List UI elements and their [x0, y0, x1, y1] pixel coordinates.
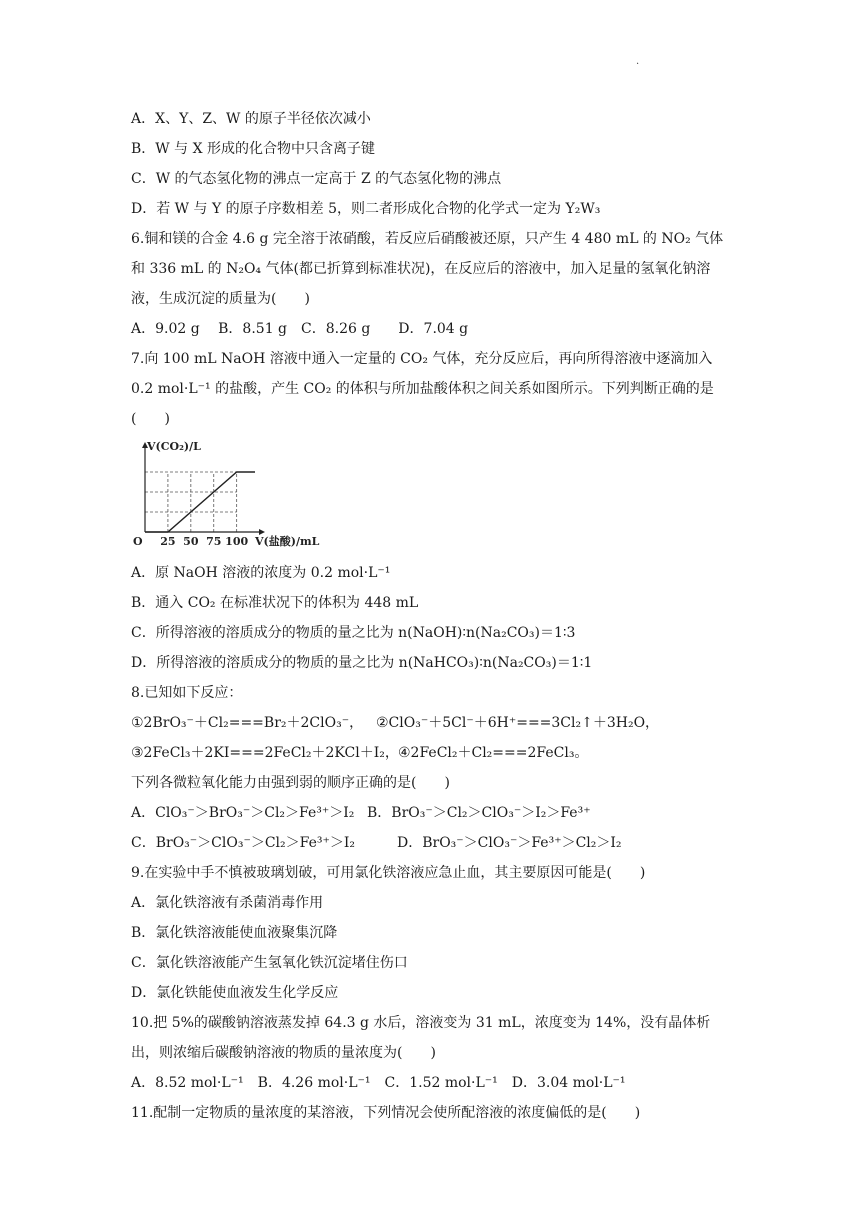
- q9-stem: 9.在实验中手不慎被玻璃划破，可用氯化铁溶液应急止血，其主要原因可能是( ): [131, 865, 646, 881]
- q5-option-a: A．X、Y、Z、W 的原子半径依次减小: [131, 111, 371, 127]
- series-line: [145, 472, 255, 532]
- co2-volume-chart: [131, 438, 320, 550]
- q10-options: A．8.52 mol·L⁻¹ B．4.26 mol·L⁻¹ C．1.52 mol·L⁻¹ D．3.04 mol·L⁻¹: [131, 1075, 626, 1091]
- q8-option-b: B．BrO₃⁻＞Cl₂＞ClO₃⁻＞I₂＞Fe³⁺: [367, 805, 591, 821]
- q8-reactions-row1: [131, 708, 731, 738]
- q7-stem: 7.向 100 mL NaOH 溶液中通入一定量的 CO₂ 气体，充分反应后，再向所得溶液中逐滴加入 0.2 mol·L⁻¹ 的盐酸，产生 CO₂ 的体积与所加盐酸体积之间关系如图所示。下列判断正确的是( ): [131, 351, 714, 427]
- q6-options: A．9.02 g B．8.51 g C．8.26 g D．7.04 g: [131, 321, 469, 337]
- q9-option-d: D．氯化铁能使血液发生化学反应: [131, 985, 339, 1001]
- q8-reaction-2: ②ClO₃⁻＋5Cl⁻＋6H⁺===3Cl₂↑＋3H₂O，: [376, 715, 660, 731]
- q6-stem: 6.铜和镁的合金 4.6 g 完全溶于浓硝酸，若反应后硝酸被还原，只产生 4 480 mL 的 NO₂ 气体和 336 mL 的 N₂O₄ 气体(都已折算到标准状况)，在反应后的溶液中，加入足量的氢氧化钠溶液，生成沉淀的质量为( ): [131, 231, 724, 307]
- chart-series: [145, 472, 255, 532]
- q8-question: 下列各微粒氧化能力由强到弱的顺序正确的是( ): [131, 775, 450, 791]
- question-content: [131, 104, 731, 1128]
- x-tick-label-2: 50: [183, 535, 199, 548]
- y-axis-label: V(CO₂)/L: [147, 440, 201, 453]
- q7-chart: [131, 438, 731, 550]
- q8-option-c: C．BrO₃⁻＞ClO₃⁻＞Cl₂＞Fe³⁺＞I₂: [131, 835, 356, 851]
- page-mark: .: [636, 56, 640, 67]
- q8-stem: 8.已知如下反应：: [131, 685, 243, 701]
- q8-option-d: D．BrO₃⁻＞ClO₃⁻＞Fe³⁺＞Cl₂＞I₂: [397, 835, 622, 851]
- q7-option-b: B．通入 CO₂ 在标准状况下的体积为 448 mL: [131, 595, 419, 611]
- q9-option-b: B．氯化铁溶液能使血液聚集沉降: [131, 925, 338, 941]
- q8-reaction-1: ①2BrO₃⁻＋Cl₂===Br₂＋2ClO₃⁻，: [131, 715, 364, 731]
- q8-options-row2: [131, 828, 731, 858]
- x-tick-label-4: 100: [225, 535, 249, 548]
- q11-stem: 11.配制一定物质的量浓度的某溶液，下列情况会使所配溶液的浓度偏低的是( ): [131, 1105, 641, 1121]
- x-tick-label-3: 75: [206, 535, 222, 548]
- q7-option-a: A．原 NaOH 溶液的浓度为 0.2 mol·L⁻¹: [131, 565, 391, 581]
- q5-option-b: B．W 与 X 形成的化合物中只含离子键: [131, 141, 376, 157]
- q7-option-d: D．所得溶液的溶质成分的物质的量之比为 n(NaHCO₃)∶n(Na₂CO₃)＝1∶1: [131, 655, 593, 671]
- q8-reaction-3: ③2FeCl₃＋2KI===2FeCl₂＋2KCl＋I₂，: [131, 745, 399, 761]
- q7-option-c: C．所得溶液的溶质成分的物质的量之比为 n(NaOH)∶n(Na₂CO₃)＝1∶3: [131, 625, 576, 641]
- q8-reactions-row2: [131, 738, 731, 768]
- q8-option-a: A．ClO₃⁻＞BrO₃⁻＞Cl₂＞Fe³⁺＞I₂: [131, 805, 355, 821]
- q10-stem: 10.把 5%的碳酸钠溶液蒸发掉 64.3 g 水后，溶液变为 31 mL，浓度变为 14%，没有晶体析出，则浓缩后碳酸钠溶液的物质的量浓度为( ): [131, 1015, 711, 1061]
- chart-axes: [142, 442, 265, 535]
- x-tick-label-1: 25: [160, 535, 176, 548]
- q5-option-d: D．若 W 与 Y 的原子序数相差 5，则二者形成化合物的化学式一定为 Y₂W₃: [131, 201, 601, 217]
- q5-option-c: C．W 的气态氢化物的沸点一定高于 Z 的气态氢化物的沸点: [131, 171, 502, 187]
- origin-label: O: [133, 535, 143, 548]
- q9-option-a: A．氯化铁溶液有杀菌消毒作用: [131, 895, 324, 911]
- q8-reaction-4: ④2FeCl₂＋Cl₂===2FeCl₃。: [398, 745, 589, 761]
- chart-grid: [145, 472, 237, 532]
- x-axis-label: V(盐酸)/mL: [255, 535, 320, 548]
- q8-options-row1: [131, 798, 731, 828]
- q9-option-c: C．氯化铁溶液能产生氢氧化铁沉淀堵住伤口: [131, 955, 408, 971]
